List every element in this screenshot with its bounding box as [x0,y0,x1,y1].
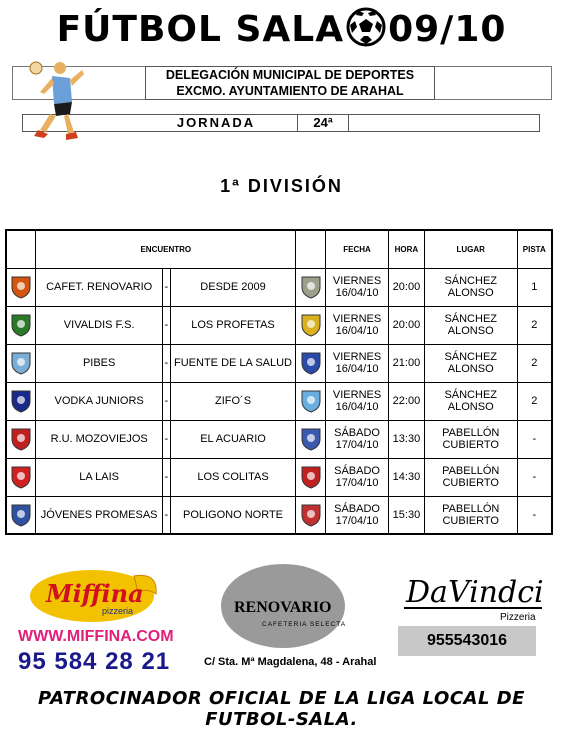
miffina-phone: 95 584 28 21 [18,648,171,675]
home-crest-cell [6,458,36,496]
match-day: SÁBADO [334,502,380,515]
home-team: JÓVENES PROMESAS [36,496,162,534]
match-venue [424,382,517,420]
match-time: 20:00 [388,268,424,306]
davinci-name: DaVindci [406,575,544,610]
table-row [6,496,552,534]
match-date [326,344,389,382]
match-time: 15:30 [388,496,424,534]
match-date [326,458,389,496]
away-team-crest-icon [300,313,322,337]
sponsors-area [0,560,563,680]
division-heading: 1ª DIVISIÓN [220,176,343,196]
venue-line1: SÁNCHEZ [444,389,497,401]
home-team-crest-icon [10,275,32,299]
away-team: LOS PROFETAS [170,306,295,344]
match-day-date: 17/04/10 [335,514,379,527]
venue-line1: PABELLÓN [442,427,500,439]
home-crest-cell [6,306,36,344]
page-title [0,6,563,54]
renovario-sub: CAFETERIA SELECTA [262,621,347,628]
match-time: 20:00 [388,306,424,344]
table-row [6,382,552,420]
davinci-phone: 955543016 [398,626,536,656]
match-day-date: 16/04/10 [335,401,379,413]
header-lugar: LUGAR [424,230,517,268]
match-day: SÁBADO [334,465,380,477]
match-day-date: 16/04/10 [335,287,379,299]
match-court: 2 [517,382,552,420]
match-court: 1 [517,268,552,306]
home-crest-cell [6,420,36,458]
away-team: POLIGONO NORTE [170,496,295,534]
venue-line2: ALONSO [447,401,494,413]
header-pista: PISTA [517,230,552,268]
away-team-crest-icon [300,275,322,299]
match-time: 22:00 [388,382,424,420]
match-venue [424,458,517,496]
match-venue [424,268,517,306]
venue-line2: ALONSO [447,287,494,299]
match-date [326,496,389,534]
venue-line2: ALONSO [447,363,494,375]
jornada-label: JORNADA [176,115,256,130]
match-day-date: 17/04/10 [335,477,379,489]
table-row [6,306,552,344]
match-court: - [517,420,552,458]
home-team: LA LAIS [36,458,162,496]
away-crest-cell [296,306,326,344]
home-crest-cell [6,496,36,534]
home-team: CAFET. RENOVARIO [36,268,162,306]
renovario-address: C/ Sta. Mª Magdalena, 48 - Arahal [204,656,377,668]
match-court: 2 [517,344,552,382]
davinci-sub: Pizzeria [500,612,536,623]
venue-line1: PABELLÓN [442,502,500,515]
away-team: FUENTE DE LA SALUD [170,344,295,382]
venue-line2: CUBIERTO [442,477,499,489]
away-team: EL ACUARIO [170,420,295,458]
home-team: PIBES [36,344,162,382]
match-time: 13:30 [388,420,424,458]
away-crest-cell [296,268,326,306]
home-team-crest-icon [10,465,32,489]
away-team-crest-icon [300,503,322,527]
match-separator: - [162,382,170,420]
renovario-name: RENOVARIO [234,599,332,616]
match-time: 14:30 [388,458,424,496]
table-row [6,420,552,458]
home-crest-cell [6,382,36,420]
miffina-name: Miffina [46,579,144,608]
table-row [6,268,552,306]
away-team-crest-icon [300,351,322,375]
fixtures-table [5,229,553,535]
miffina-sub: pizzeria [102,606,134,616]
header-blank [6,230,36,268]
organization-block [145,66,435,100]
home-team-crest-icon [10,389,32,413]
table-header-row [6,230,552,268]
away-crest-cell [296,344,326,382]
organization-line1: DELEGACIÓN MUNICIPAL DE DEPORTES [165,68,415,82]
match-venue [424,420,517,458]
match-separator: - [162,420,170,458]
header-blank-2 [296,230,326,268]
miffina-website: WWW.MIFFINA.COM [18,628,174,645]
venue-line1: PABELLÓN [442,465,500,477]
match-court: 2 [517,306,552,344]
match-date [326,268,389,306]
venue-line2: CUBIERTO [442,439,499,451]
match-separator: - [162,306,170,344]
renovario-logo [218,562,348,652]
home-team-crest-icon [10,313,32,337]
davinci-logo [402,568,544,624]
match-date [326,382,389,420]
organization-line2: EXCMO. AYUNTAMIENTO DE ARAHAL [176,84,404,98]
match-day-date: 17/04/10 [335,439,379,451]
away-crest-cell [296,496,326,534]
home-team: R.U. MOZOVIEJOS [36,420,162,458]
home-team-crest-icon [10,427,32,451]
home-crest-cell [6,344,36,382]
match-venue [424,306,517,344]
home-crest-cell [6,268,36,306]
venue-line1: SÁNCHEZ [444,275,497,287]
match-date [326,306,389,344]
table-row [6,344,552,382]
table-row [6,458,552,496]
match-court: - [517,458,552,496]
match-separator: - [162,496,170,534]
header-band [12,66,552,100]
away-crest-cell [296,458,326,496]
match-day-date: 16/04/10 [335,363,379,375]
home-team: VODKA JUNIORS [36,382,162,420]
match-venue [424,344,517,382]
away-team: ZIFO´S [170,382,295,420]
away-team-crest-icon [300,389,322,413]
title-right: 09/10 [388,9,507,50]
header-fecha: FECHA [326,230,389,268]
venue-line2: CUBIERTO [442,514,499,527]
venue-line1: SÁNCHEZ [444,313,497,325]
jornada-number: 24ª [297,114,349,132]
match-day: VIERNES [332,275,382,287]
match-time: 21:00 [388,344,424,382]
header-hora: HORA [388,230,424,268]
venue-line2: ALONSO [447,325,494,337]
match-day: VIERNES [332,351,382,363]
futsal-player-illustration [26,58,86,144]
title-left: FÚTBOL SALA [56,9,345,50]
footer-sponsor-text: PATROCINADOR OFICIAL DE LA LIGA LOCAL DE FUTBOL-SALA. [38,688,525,729]
match-day: VIERNES [332,313,382,325]
header-encuentro: ENCUENTRO [36,230,296,268]
home-team-crest-icon [10,351,32,375]
away-team-crest-icon [300,427,322,451]
match-date [326,420,389,458]
miffina-logo [26,566,164,624]
match-separator: - [162,458,170,496]
venue-line1: SÁNCHEZ [444,351,497,363]
match-day: VIERNES [332,389,382,401]
away-team: DESDE 2009 [170,268,295,306]
match-day: SÁBADO [334,427,380,439]
away-team-crest-icon [300,465,322,489]
match-day-date: 16/04/10 [335,325,379,337]
away-team: LOS COLITAS [170,458,295,496]
home-team-crest-icon [10,503,32,527]
match-separator: - [162,268,170,306]
away-crest-cell [296,382,326,420]
soccer-ball-icon [346,7,386,47]
home-team: VIVALDIS F.S. [36,306,162,344]
match-venue [424,496,517,534]
match-court: - [517,496,552,534]
away-crest-cell [296,420,326,458]
match-separator: - [162,344,170,382]
